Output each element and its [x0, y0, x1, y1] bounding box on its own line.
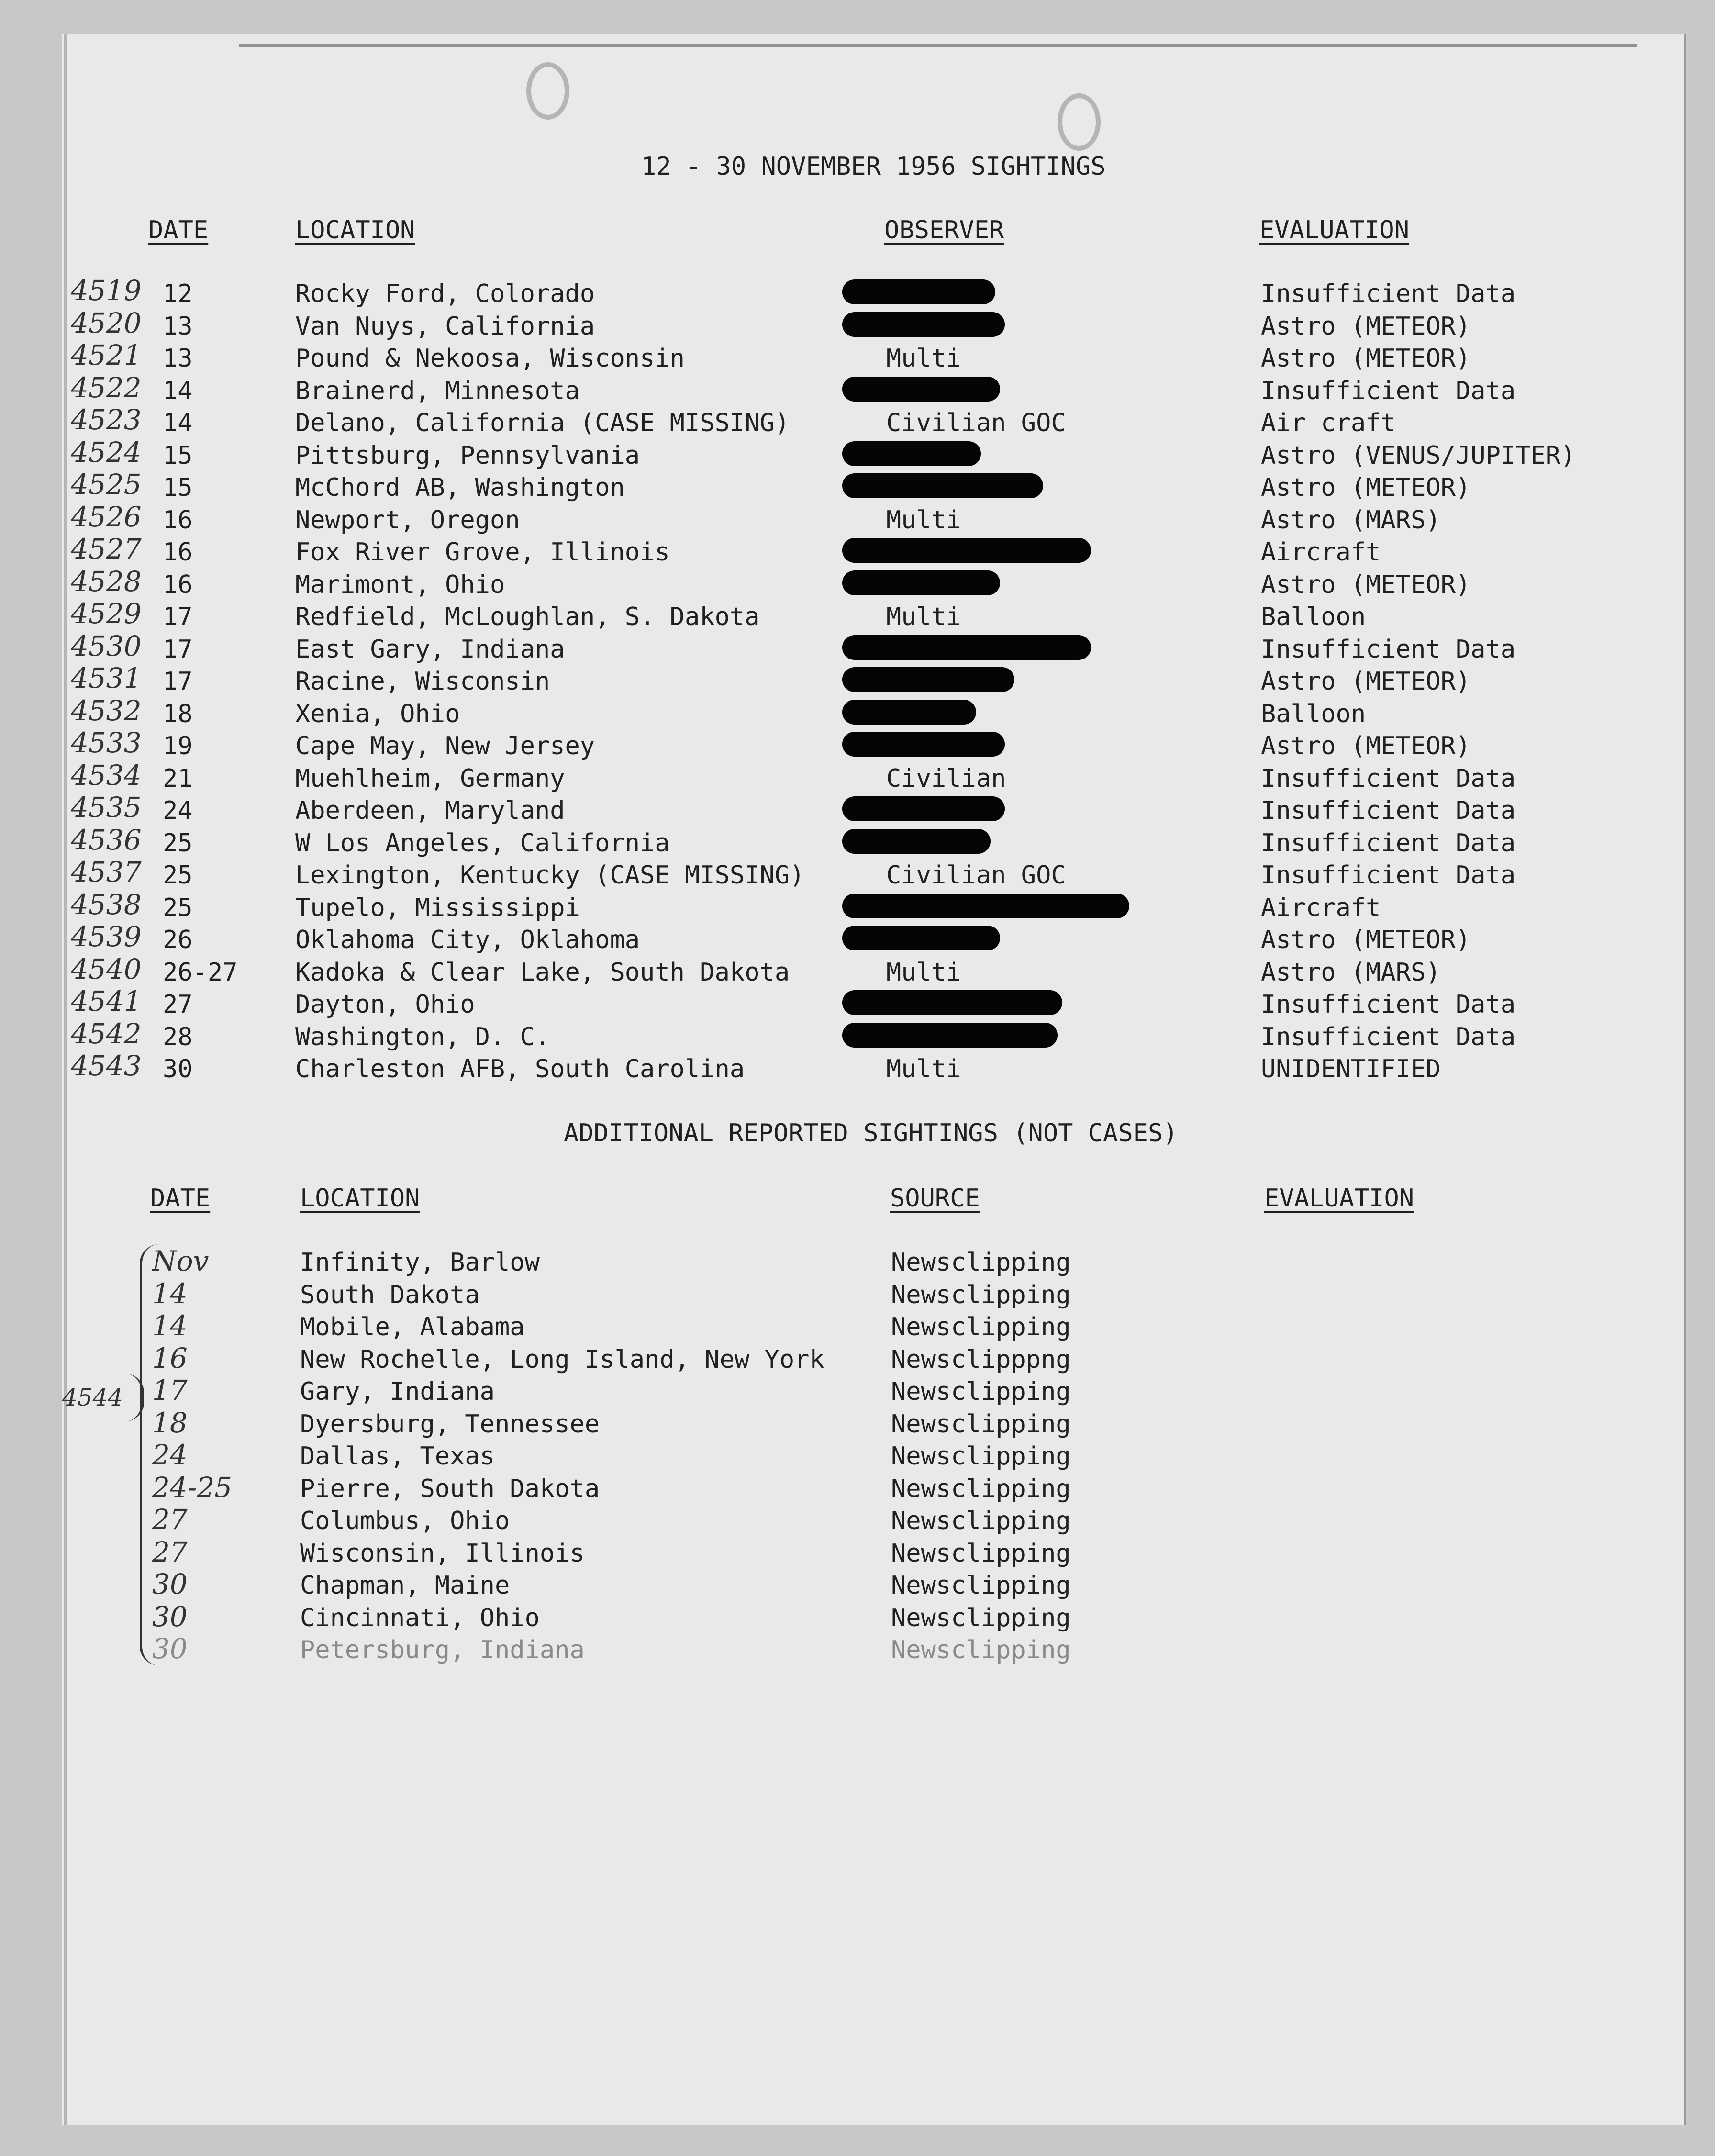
redaction-bar [842, 990, 1062, 1015]
redaction-bar [842, 441, 981, 466]
row-evaluation: Insufficient Data [1261, 635, 1516, 664]
additional-source: Newsclipping [891, 1571, 1071, 1600]
row-evaluation: Astro (METEOR) [1261, 732, 1471, 760]
row-location: Kadoka & Clear Lake, South Dakota [295, 958, 790, 987]
row-location: Lexington, Kentucky (CASE MISSING) [295, 861, 805, 890]
row-date: 27 [163, 990, 193, 1019]
case-number: 4537 [71, 856, 142, 888]
additional-location: Infinity, Barlow [300, 1248, 540, 1277]
row-date: 25 [163, 893, 193, 922]
row-observer: Civilian [886, 764, 1006, 793]
additional-date: 14 [152, 1277, 188, 1310]
row-date: 30 [163, 1055, 193, 1084]
redaction-bar [842, 732, 1005, 757]
additional-source: Newsclipping [891, 1313, 1071, 1341]
row-observer: Multi [886, 1055, 961, 1084]
case-number: 4539 [71, 920, 142, 953]
row-date: 18 [163, 699, 193, 728]
redaction-bar [842, 796, 1005, 821]
row-location: Fox River Grove, Illinois [295, 538, 670, 567]
row-observer: Multi [886, 603, 961, 631]
top-rule [239, 44, 1637, 47]
additional-source: Newsclipping [891, 1603, 1071, 1632]
case-number: 4541 [71, 985, 142, 1017]
redaction-bar [842, 667, 1014, 692]
additional-date: 30 [152, 1632, 188, 1665]
row-location: McChord AB, Washington [295, 473, 625, 502]
row-evaluation: Insufficient Data [1261, 990, 1516, 1019]
header-observer: OBSERVER [884, 216, 1004, 245]
row-evaluation: Insufficient Data [1261, 861, 1516, 890]
row-evaluation: Air craft [1261, 409, 1396, 437]
case-number: 4527 [71, 533, 142, 565]
additional-location: Pierre, South Dakota [300, 1474, 600, 1503]
row-observer: Multi [886, 505, 961, 535]
case-number: 4529 [71, 597, 142, 630]
page-title: 12 - 30 NOVEMBER 1956 SIGHTINGS [641, 152, 1106, 181]
additional-date: 14 [152, 1309, 188, 1342]
row-location: Newport, Oregon [295, 505, 520, 535]
case-number: 4533 [71, 726, 142, 759]
row-date: 17 [163, 667, 193, 696]
additional-date: 17 [152, 1374, 188, 1407]
row-location: Dayton, Ohio [295, 990, 475, 1019]
redaction-bar [842, 635, 1091, 660]
case-number: 4535 [71, 791, 142, 824]
row-observer: Civilian GOC [886, 409, 1066, 437]
row-date: 17 [163, 603, 193, 631]
redaction-bar [842, 279, 995, 304]
row-evaluation: Insufficient Data [1261, 764, 1516, 793]
redaction-bar [842, 312, 1005, 337]
additional-date: 24 [152, 1439, 188, 1471]
row-date: 13 [163, 312, 193, 341]
row-date: 26-27 [163, 958, 238, 987]
row-date: 17 [163, 635, 193, 664]
punch-hole [526, 62, 569, 120]
case-number: 4530 [71, 629, 142, 662]
additional-header-source: SOURCE [890, 1184, 980, 1213]
header-evaluation: EVALUATION [1259, 216, 1410, 245]
row-location: Brainerd, Minnesota [295, 376, 580, 405]
case-number: 4519 [71, 274, 142, 307]
case-number: 4526 [71, 500, 142, 533]
row-date: 28 [163, 1022, 193, 1051]
redaction-bar [842, 894, 1129, 918]
row-evaluation: Insufficient Data [1261, 828, 1516, 858]
additional-title: ADDITIONAL REPORTED SIGHTINGS (NOT CASES) [564, 1119, 1178, 1148]
case-number: 4540 [71, 952, 142, 985]
row-evaluation: Astro (METEOR) [1261, 473, 1471, 502]
row-date: 24 [163, 796, 193, 825]
case-number: 4531 [71, 662, 142, 694]
row-location: Delano, California (CASE MISSING) [295, 409, 790, 437]
row-location: Van Nuys, California [295, 312, 595, 341]
row-location: Cape May, New Jersey [295, 732, 595, 760]
case-number: 4542 [71, 1017, 142, 1050]
case-number: 4543 [71, 1050, 142, 1082]
additional-date: 24-25 [152, 1471, 233, 1504]
row-date: 26 [163, 926, 193, 954]
row-evaluation: Astro (MARS) [1261, 958, 1441, 987]
additional-date: Nov [152, 1245, 209, 1277]
additional-location: Cincinnati, Ohio [300, 1603, 540, 1632]
row-location: Redfield, McLoughlan, S. Dakota [295, 603, 760, 631]
row-date: 25 [163, 861, 193, 890]
row-date: 16 [163, 538, 193, 567]
case-number: 4534 [71, 759, 142, 792]
additional-date: 16 [152, 1341, 188, 1374]
row-location: Washington, D. C. [295, 1022, 550, 1051]
case-number: 4538 [71, 888, 142, 921]
redaction-bar [842, 829, 991, 854]
additional-source: Newsclipping [891, 1636, 1071, 1664]
redaction-bar [842, 700, 976, 725]
additional-location: Dyersburg, Tennessee [300, 1409, 600, 1439]
row-evaluation: Astro (METEOR) [1261, 312, 1471, 341]
row-date: 21 [163, 764, 193, 793]
row-evaluation: Aircraft [1261, 893, 1381, 922]
row-evaluation: Astro (METEOR) [1261, 667, 1471, 696]
row-evaluation: Astro (METEOR) [1261, 926, 1471, 954]
case-number: 4523 [71, 403, 142, 436]
row-date: 16 [163, 505, 193, 535]
row-location: Tupelo, Mississippi [295, 893, 580, 922]
additional-date: 27 [152, 1535, 188, 1568]
row-location: W Los Angeles, California [295, 828, 670, 858]
page-edge [64, 34, 67, 2125]
additional-date: 18 [152, 1406, 188, 1439]
additional-date: 30 [152, 1568, 188, 1600]
additional-location: Wisconsin, Illinois [300, 1539, 585, 1568]
additional-source: Newsclipping [891, 1248, 1071, 1277]
row-location: Pound & Nekoosa, Wisconsin [295, 344, 685, 373]
redaction-bar [842, 1023, 1058, 1048]
row-evaluation: Astro (MARS) [1261, 505, 1441, 535]
additional-location: Columbus, Ohio [300, 1507, 510, 1535]
row-evaluation: UNIDENTIFIED [1261, 1055, 1441, 1084]
additional-header-location: LOCATION [300, 1184, 420, 1213]
case-number: 4521 [71, 339, 142, 371]
group-case-number: 4544 [62, 1384, 123, 1411]
additional-source: Newsclipping [891, 1474, 1071, 1503]
additional-header-evaluation: EVALUATION [1264, 1184, 1414, 1213]
row-evaluation: Astro (METEOR) [1261, 570, 1471, 599]
row-observer: Civilian GOC [886, 861, 1066, 890]
row-evaluation: Insufficient Data [1261, 796, 1516, 825]
additional-source: Newsclipping [891, 1280, 1071, 1309]
additional-header-date: DATE [150, 1184, 211, 1213]
additional-location: Petersburg, Indiana [300, 1636, 585, 1664]
case-number: 4520 [71, 306, 142, 339]
row-observer: Multi [886, 958, 961, 987]
case-number: 4532 [71, 694, 142, 727]
row-evaluation: Astro (VENUS/JUPITER) [1261, 441, 1576, 470]
additional-location: Dallas, Texas [300, 1442, 495, 1471]
row-evaluation: Insufficient Data [1261, 1022, 1516, 1051]
redaction-bar [842, 377, 1000, 402]
row-date: 16 [163, 570, 193, 599]
row-location: Rocky Ford, Colorado [295, 279, 595, 308]
additional-source: Newsclipping [891, 1409, 1071, 1439]
case-number: 4528 [71, 565, 142, 598]
punch-hole [1058, 93, 1101, 151]
row-location: Marimont, Ohio [295, 570, 505, 599]
case-number: 4536 [71, 823, 142, 856]
case-number: 4525 [71, 468, 142, 501]
row-location: Aberdeen, Maryland [295, 796, 565, 825]
row-date: 19 [163, 732, 193, 760]
case-number: 4522 [71, 371, 142, 404]
case-number: 4524 [71, 436, 142, 469]
additional-date: 27 [152, 1503, 188, 1536]
header-date: DATE [148, 216, 209, 245]
redaction-bar [842, 570, 1000, 595]
row-location: Charleston AFB, South Carolina [295, 1055, 745, 1084]
redaction-bar [842, 538, 1091, 563]
row-evaluation: Insufficient Data [1261, 279, 1516, 308]
row-date: 14 [163, 409, 193, 437]
row-date: 15 [163, 473, 193, 502]
additional-source: Newsclipping [891, 1507, 1071, 1535]
additional-location: Mobile, Alabama [300, 1313, 525, 1341]
additional-location: South Dakota [300, 1280, 480, 1309]
row-location: Racine, Wisconsin [295, 667, 550, 696]
row-location: Xenia, Ohio [295, 699, 460, 728]
row-date: 13 [163, 344, 193, 373]
additional-date: 30 [152, 1600, 188, 1633]
row-date: 14 [163, 376, 193, 405]
row-evaluation: Balloon [1261, 699, 1366, 728]
row-observer: Multi [886, 344, 961, 373]
additional-source: Newsclipping [891, 1442, 1071, 1471]
additional-source: Newsclipping [891, 1539, 1071, 1568]
row-date: 25 [163, 828, 193, 858]
additional-location: New Rochelle, Long Island, New York [300, 1345, 824, 1374]
header-location: LOCATION [295, 216, 415, 245]
row-location: East Gary, Indiana [295, 635, 565, 664]
additional-location: Chapman, Maine [300, 1571, 510, 1600]
row-location: Muehlheim, Germany [295, 764, 565, 793]
row-date: 12 [163, 279, 193, 308]
row-evaluation: Astro (METEOR) [1261, 344, 1471, 373]
row-evaluation: Balloon [1261, 603, 1366, 631]
row-date: 15 [163, 441, 193, 470]
additional-source: Newsclipping [891, 1377, 1071, 1406]
row-location: Oklahoma City, Oklahoma [295, 926, 640, 954]
additional-source: Newsclipppng [891, 1345, 1071, 1374]
redaction-bar [842, 473, 1043, 498]
additional-location: Gary, Indiana [300, 1377, 495, 1406]
row-evaluation: Aircraft [1261, 538, 1381, 567]
row-location: Pittsburg, Pennsylvania [295, 441, 640, 470]
redaction-bar [842, 926, 1000, 950]
row-evaluation: Insufficient Data [1261, 376, 1516, 405]
